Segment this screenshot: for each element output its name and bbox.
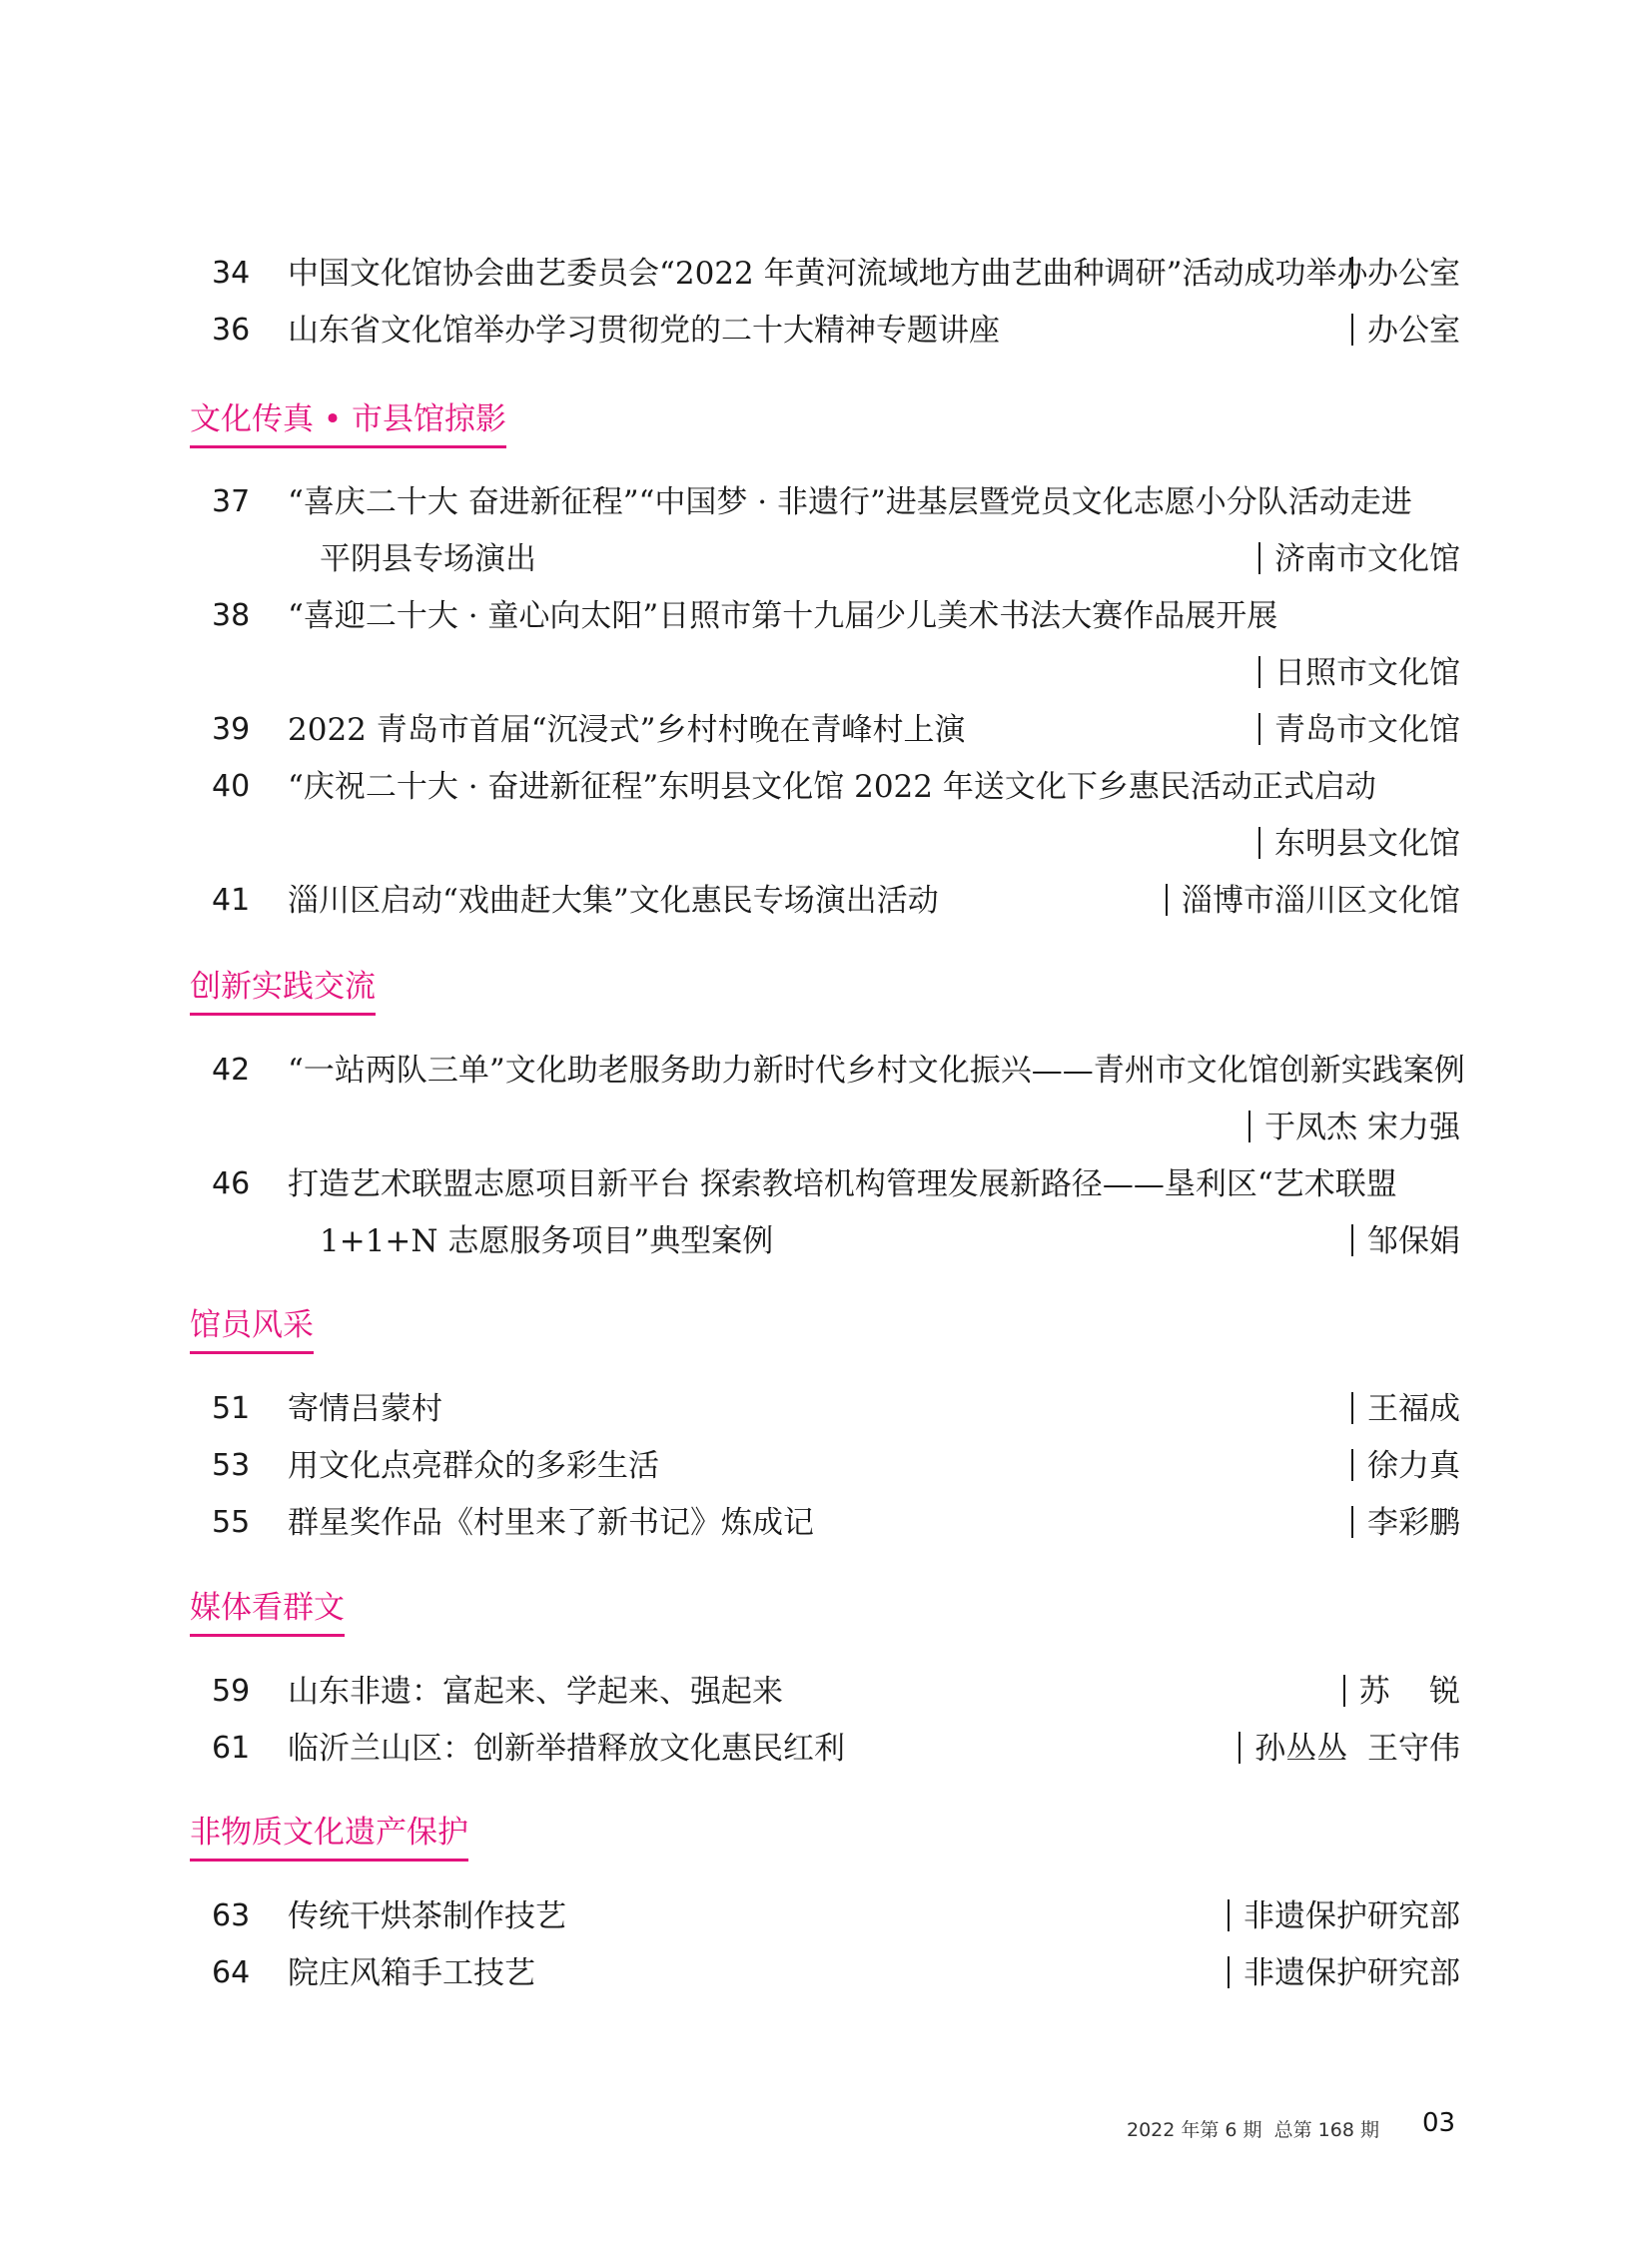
toc-entry-63[interactable] bbox=[212, 1896, 1460, 1936]
entry-title: 2022 青岛市首届“沉浸式”乡村村晚在青峰村上演 bbox=[288, 712, 966, 748]
page-number: 36 bbox=[212, 313, 251, 348]
entry-author: 淄博市淄川区文化馆 bbox=[1166, 881, 1460, 921]
entry-title: “喜庆二十大 奋进新征程”“中国梦 · 非遗行”进基层暨党员文化志愿小分队活动走进 bbox=[288, 484, 1412, 520]
toc-entry-46-continuation[interactable] bbox=[212, 1221, 1460, 1261]
toc-entry-40-author-line[interactable] bbox=[212, 824, 1460, 864]
entry-author: 青岛市文化馆 bbox=[1258, 710, 1460, 750]
entry-title: 临沂兰山区：创新举措释放文化惠民红利 bbox=[288, 1731, 845, 1767]
entry-title: 山东非遗：富起来、学起来、强起来 bbox=[288, 1674, 783, 1710]
entry-author: 于凤杰 宋力强 bbox=[1248, 1108, 1460, 1147]
toc-entry-55[interactable] bbox=[212, 1503, 1460, 1543]
page-number: 34 bbox=[212, 256, 251, 291]
toc-entry-42[interactable] bbox=[212, 1051, 1465, 1091]
toc-entry-59[interactable] bbox=[212, 1672, 1460, 1712]
toc-entry-51[interactable] bbox=[212, 1389, 1460, 1429]
page-number: 38 bbox=[212, 598, 251, 633]
entry-title: “庆祝二十大 · 奋进新征程”东明县文化馆 2022 年送文化下乡惠民活动正式启动 bbox=[288, 769, 1376, 805]
section-heading-intangible-heritage: 非物质文化遗产保护 bbox=[190, 1813, 468, 1862]
entry-author: 邹保娟 bbox=[1351, 1221, 1460, 1261]
entry-title: 传统干烘茶制作技艺 bbox=[288, 1898, 566, 1934]
page-number: 37 bbox=[212, 484, 251, 519]
folio-page-number: 03 bbox=[1422, 2108, 1456, 2138]
page-number: 46 bbox=[212, 1166, 251, 1201]
entry-author: 济南市文化馆 bbox=[1258, 539, 1460, 579]
toc-entry-41[interactable] bbox=[212, 881, 1460, 921]
entry-author: 日照市文化馆 bbox=[1258, 653, 1460, 693]
page-number: 39 bbox=[212, 712, 251, 747]
entry-author: 办公室 bbox=[1351, 254, 1460, 294]
entry-title: “喜迎二十大 · 童心向太阳”日照市第十九届少儿美术书法大赛作品展开展 bbox=[288, 598, 1278, 634]
toc-entry-53[interactable] bbox=[212, 1446, 1460, 1486]
page-number: 51 bbox=[212, 1391, 251, 1426]
toc-entry-40[interactable] bbox=[212, 767, 1460, 807]
entry-author: 非遗保护研究部 bbox=[1228, 1896, 1460, 1936]
section-heading-culture-news: 文化传真 • 市县馆掠影 bbox=[190, 399, 506, 448]
page-number: 61 bbox=[212, 1731, 251, 1766]
issue-info: 2022 年第 6 期 总第 168 期 bbox=[1127, 2119, 1379, 2141]
entry-title: 寄情吕蒙村 bbox=[288, 1391, 442, 1427]
page-number: 55 bbox=[212, 1505, 251, 1540]
entry-title: 群星奖作品《村里来了新书记》炼成记 bbox=[288, 1505, 814, 1541]
page-number: 64 bbox=[212, 1955, 251, 1990]
toc-entry-34[interactable] bbox=[212, 254, 1460, 294]
entry-author: 徐力真 bbox=[1351, 1446, 1460, 1486]
entry-title: “一站两队三单”文化助老服务助力新时代乡村文化振兴——青州市文化馆创新实践案例 bbox=[288, 1053, 1465, 1089]
entry-title: 打造艺术联盟志愿项目新平台 探索教培机构管理发展新路径——垦利区“艺术联盟 bbox=[288, 1166, 1397, 1202]
toc-entry-39[interactable] bbox=[212, 710, 1460, 750]
entry-author: 孙丛丛 王守伟 bbox=[1239, 1729, 1460, 1769]
toc-entry-64[interactable] bbox=[212, 1953, 1460, 1993]
entry-author: 苏 锐 bbox=[1343, 1672, 1460, 1712]
toc-entry-36[interactable] bbox=[212, 311, 1460, 351]
section-heading-innovation-practice: 创新实践交流 bbox=[190, 967, 376, 1016]
entry-title: 用文化点亮群众的多彩生活 bbox=[288, 1448, 659, 1484]
toc-entry-61[interactable] bbox=[212, 1729, 1460, 1769]
toc-entry-37[interactable] bbox=[212, 482, 1460, 522]
entry-title: 山东省文化馆举办学习贯彻党的二十大精神专题讲座 bbox=[288, 313, 1000, 349]
page-number: 59 bbox=[212, 1674, 251, 1709]
entry-title: 中国文化馆协会曲艺委员会“2022 年黄河流域地方曲艺曲种调研”活动成功举办 bbox=[288, 256, 1368, 292]
entry-author: 王福成 bbox=[1351, 1389, 1460, 1429]
toc-entry-38-author-line[interactable] bbox=[212, 653, 1460, 693]
page-number: 41 bbox=[212, 883, 251, 918]
toc-entry-38[interactable] bbox=[212, 596, 1460, 636]
page-number: 42 bbox=[212, 1053, 251, 1088]
entry-author: 非遗保护研究部 bbox=[1228, 1953, 1460, 1993]
entry-title: 淄川区启动“戏曲赶大集”文化惠民专场演出活动 bbox=[288, 883, 939, 919]
entry-author: 李彩鹏 bbox=[1351, 1503, 1460, 1543]
entry-title: 院庄风箱手工技艺 bbox=[288, 1955, 535, 1991]
entry-author: 东明县文化馆 bbox=[1258, 824, 1460, 864]
entry-title-continuation: 平阴县专场演出 bbox=[320, 541, 536, 577]
toc-entry-37-continuation[interactable] bbox=[212, 539, 1460, 579]
entry-title-continuation: 1+1+N 志愿服务项目”典型案例 bbox=[320, 1223, 774, 1259]
page-number: 40 bbox=[212, 769, 251, 804]
section-heading-media-view: 媒体看群文 bbox=[190, 1588, 345, 1637]
page-number: 53 bbox=[212, 1448, 251, 1483]
toc-entry-46[interactable] bbox=[212, 1164, 1460, 1204]
toc-entry-42-author-line[interactable] bbox=[212, 1108, 1460, 1147]
entry-author: 办公室 bbox=[1351, 311, 1460, 351]
section-heading-staff-profiles: 馆员风采 bbox=[190, 1305, 314, 1354]
page-number: 63 bbox=[212, 1898, 251, 1933]
